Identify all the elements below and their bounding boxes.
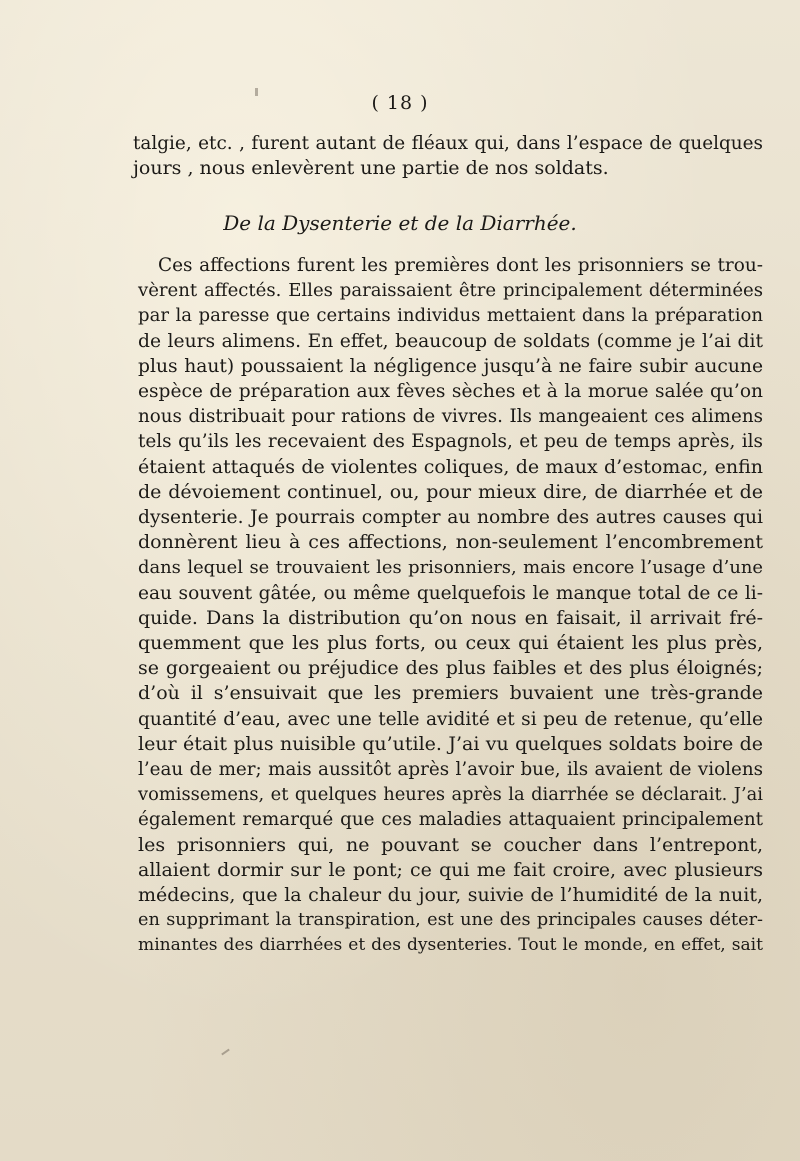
text-line: espèce de préparation aux fèves sèches et à la morue salée qu’on [138, 381, 763, 403]
text-line: d’où il s’ensuivait que les premiers buvaient une très-grande [138, 682, 763, 705]
text-line: en supprimant la transpiration, est une des principales causes déter- [138, 910, 763, 931]
ink-speck [221, 1049, 230, 1056]
body-paragraph [138, 253, 763, 959]
text-line: étaient attaqués de violentes coliques, de maux d’estomac, enfin [138, 455, 763, 478]
text-line: Ces affections furent les premières dont les prisonniers se trou- [158, 255, 763, 276]
text-line: médecins, que la chaleur du jour, suivie de l’humidité de la nuit, [138, 884, 763, 907]
text-line: eau souvent gâtée, ou même quelquefois le manque total de ce li- [138, 582, 763, 604]
text-line: les prisonniers qui, ne pouvant se coucher dans l’entrepont, [138, 833, 763, 856]
text-line: de leurs alimens. En effet, beaucoup de soldats (comme je l’ai dit [138, 330, 763, 352]
text-line: allaient dormir sur le pont; ce qui me fait croire, avec plusieurs [138, 858, 763, 881]
text-line: minantes des diarrhées et des dysenteries. Tout le monde, en effet, sait [138, 935, 763, 956]
text-line: donnèrent lieu à ces affections, non-seulement l’encombrement [138, 531, 763, 554]
text-line: l’eau de mer; mais aussitôt après l’avoir bue, ils avaient de violens [138, 759, 763, 781]
text-line: également remarqué que ces maladies attaquaient principalement [138, 809, 763, 831]
text-line: nous distribuait pour rations de vivres. Ils mangeaient ces alimens [138, 406, 763, 428]
continued-paragraph [133, 131, 763, 181]
text-line: leur était plus nuisible qu’utile. J’ai vu quelques soldats boire de [138, 732, 763, 755]
text-line: tels qu’ils les recevaient des Espagnols, et peu de temps après, ils [138, 431, 763, 453]
text-line: dysenterie. Je pourrais compter au nombre des autres causes qui [138, 507, 763, 529]
text-line: vèrent affectés. Elles paraissaient être principalement déterminées [138, 280, 763, 302]
text-line: jours , nous enlevèrent une partie de nos soldats. [133, 157, 609, 179]
section-heading: De la Dysenterie et de la Diarrhée. [223, 211, 577, 235]
text-line: dans lequel se trouvaient les prisonniers, mais encore l’usage d’une [138, 557, 763, 579]
text-line: talgie, etc. , furent autant de fléaux qui, dans l’espace de quelques [133, 133, 763, 154]
text-line: par la paresse que certains individus mettaient dans la préparation [138, 305, 763, 327]
page-number: ( 18 ) [371, 92, 429, 114]
text-line: se gorgeaient ou préjudice des plus faibles et des plus éloignés; [138, 657, 763, 680]
text-line: vomissemens, et quelques heures après la diarrhée se déclarait. J’ai [138, 784, 763, 806]
text-line: plus haut) poussaient la négligence jusqu’à ne faire subir aucune [138, 355, 763, 377]
text-line: quantité d’eau, avec une telle avidité et si peu de retenue, qu’elle [138, 708, 763, 730]
text-line: quide. Dans la distribution qu’on nous en faisait, il arrivait fré- [138, 606, 763, 629]
text-line: quemment que les plus forts, ou ceux qui étaient les plus près, [138, 632, 763, 655]
text-line: de dévoiement continuel, ou, pour mieux dire, de diarrhée et de [138, 480, 763, 503]
